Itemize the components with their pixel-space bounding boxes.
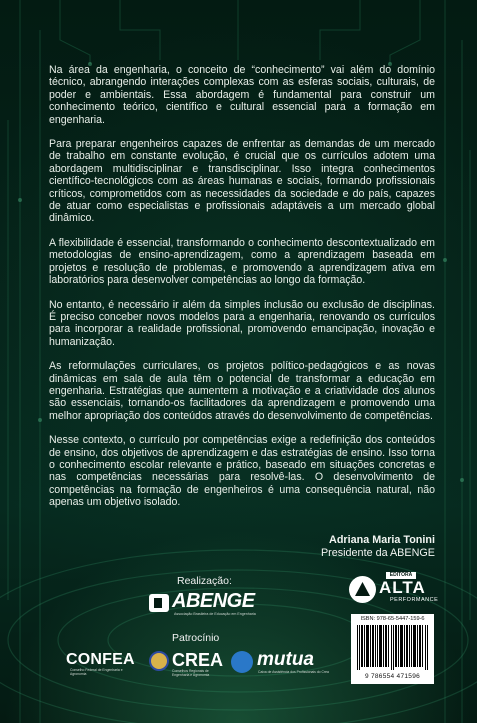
barcode xyxy=(351,614,434,684)
body-text xyxy=(49,64,435,521)
realizacao-label: Realização: xyxy=(177,575,232,587)
paragraph: Para preparar engenheiros capazes de enfrentar as demandas de um mercado de trabalho em constante evolução, é crucial que os currículos adotem uma abordagem multidisciplinar e transdisciplinar. Isso integra conhecimentos científico-tecnológicos com as áreas humanas e sociais, formando profissionais críticos, comprometidos com as necessidades da sociedade e do país, capazes de atuar como especialistas e profissionais adaptáveis a um mercado global dinâmico. xyxy=(49,138,435,225)
paragraph: Na área da engenharia, o conceito de “conhecimento” vai além do domínio técnico, abrangendo interações complexas com as esferas sociais, culturais, de poder e ambientais. Essa abordagem é fundamental para construir um conhecimento teórico, científico e cultural essencial para a formação em engenharia. xyxy=(49,64,435,126)
signature xyxy=(321,534,435,560)
paragraph: Nesse contexto, o currículo por competências exige a redefinição dos conteúdos de ensino, dos objetivos de aprendizagem e das estratégias de ensino. Isso torna o conhecimento escolar relevante e prático, baseado em situações concretas e nas competências necessárias para resolvê-las. O desenvolvimento de competências na formação de engenheiros é uma consequência natural, não apenas um objetivo isolado. xyxy=(49,434,435,509)
crea-subtext: Conselhos Regionais de Engenharia e Agronomia xyxy=(172,669,210,677)
abenge-subtext: Associação Brasileira de Educação em Engenharia xyxy=(174,612,256,616)
alta-mark-icon xyxy=(349,576,376,603)
publisher-tagline: PERFORMANCE xyxy=(390,597,439,603)
mutua-mark-icon xyxy=(231,651,253,673)
crea-seal-icon xyxy=(149,651,169,671)
signature-name: Adriana Maria Tonini xyxy=(329,534,435,546)
publisher-name: ALTA xyxy=(379,578,426,597)
paragraph: No entanto, é necessário ir além da simples inclusão ou exclusão de disciplinas. É preciso conceber novos modelos para a engenharia, renovando os currículos para incorporar a realidade profissional, promovendo emancipação, inovação e humanização. xyxy=(49,298,435,348)
publisher-logo xyxy=(349,572,439,606)
mutua-subtext: Caixa de Assistência dos Profissionais do Crea xyxy=(258,670,329,674)
confea-logo: CONFEA xyxy=(66,651,135,668)
abenge-name: ABENGE xyxy=(172,590,255,612)
publisher-editora: EDITORA xyxy=(386,572,416,579)
abenge-logo xyxy=(148,590,268,622)
crea-logo: CREA xyxy=(172,650,224,670)
patrocinio-label: Patrocínio xyxy=(172,632,220,644)
barcode-bars xyxy=(357,625,428,670)
confea-subtext: Conselho Federal de Engenharia e Agronomia xyxy=(70,668,123,676)
paragraph: A flexibilidade é essencial, transformando o conhecimento descontextualizado em metodologias de ensino-aprendizagem, como a aprendizagem baseada em projetos e resolução de problemas, e promovendo a aprendizagem ativa em laboratórios para desenvolver competências ao longo da formação. xyxy=(49,236,435,287)
mutua-logo: mutua xyxy=(257,649,314,670)
abenge-mark-icon xyxy=(148,592,170,614)
barcode-number: 9 786554 471596 xyxy=(364,673,421,680)
isbn-label: ISBN: 978-65-5447-159-6 xyxy=(360,616,425,622)
paragraph: As reformulações curriculares, os projetos político-pedagógicos e as novas dinâmicas em sala de aula têm o potencial de transformar a educação em engenharia. Estratégias que aumentem a motivação e a criatividade dos alunos são essenciais, tornando-os facilitadores da aprendizagem e promovendo uma melhor apropriação dos conteúdos através do desenvolvimento de competências. xyxy=(49,360,435,422)
signature-role: Presidente da ABENGE xyxy=(320,547,435,559)
